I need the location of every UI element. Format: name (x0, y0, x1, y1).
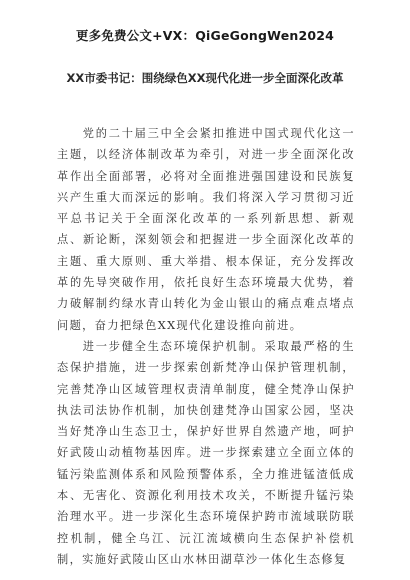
paragraph-intro: 党的二十届三中全会紧扣推进中国式现代化这一主题，以经济体制改革为牵引，对进一步全面深化改革作出全面部署，必将对全面推进强国建设和民族复兴产生重大而深远的影响。我们将深入学习贯彻习近平总书记关于全面深化改革的一系列新思想、新观点、新论断，深刻领会和把握进一步全面深化改革的主题、重大原则、重大举措、根本保证，充分发挥改革的先导突破作用，依托良好生态环境最大优势，着力破解制约绿水青山转化为金山银山的痛点难点堵点问题，奋力把绿色XX现代化建设推向前进。 (57, 127, 355, 332)
article-body (57, 123, 355, 570)
article-title: XX市委书记：围绕绿色XX现代化进一步全面深化改革 (66, 71, 344, 85)
promo-banner: 更多免费公文+VX：QiGeGongWen2024 (75, 28, 335, 43)
paragraph-ecology: 进一步健全生态环境保护机制。采取最严格的生态保护措施，进一步探索创新梵净山保护管理机制，完善梵净山区域管理权责清单制度，健全梵净山保护执法司法协作机制，加快创建梵净山国家公园，坚决当好梵净山生态卫士，保护好世界自然遗产地，呵护好武陵山动植物基因库。进一步探索建立全面立体的锰污染监测体系和风险预警体系，全力推进锰渣低成本、无害化、资源化利用技术攻关，不断提升锰污染治理水平。进一步深化生态环境保护跨市流域联防联控机制，健全乌江、沅江流域横向生态保护补偿机制，实施好武陵山区山水林田湖草沙一体化生态修复 (57, 339, 355, 566)
